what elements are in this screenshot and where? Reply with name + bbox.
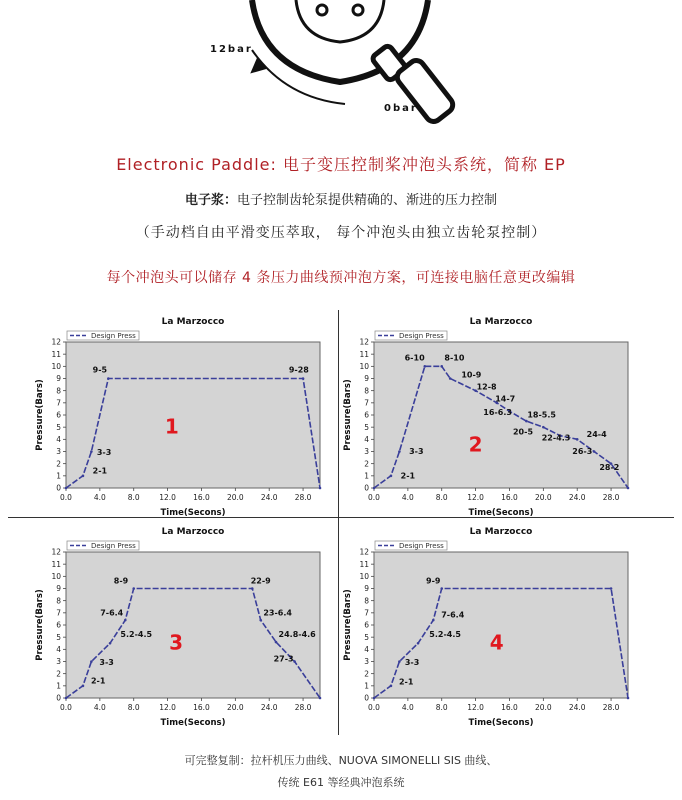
series-point (542, 426, 545, 429)
y-tick-label: 4 (364, 644, 369, 654)
y-axis-label: Pressure(Bars) (35, 379, 45, 451)
series-point (525, 420, 528, 423)
y-axis-label: Pressure(Bars) (35, 589, 45, 661)
chart-number: 4 (489, 630, 504, 655)
point-annotation: 22-4.3 (541, 433, 571, 443)
point-annotation: 9-9 (426, 576, 441, 586)
x-tick-label: 8.0 (127, 493, 140, 502)
x-tick-label: 0.0 (368, 703, 380, 712)
y-tick-label: 9 (56, 374, 61, 384)
legend-entry: Design Press (91, 332, 136, 341)
x-tick-label: 12.0 (159, 493, 176, 502)
x-tick-label: 28.0 (294, 703, 312, 712)
charts-grid (0, 305, 682, 735)
x-tick-label: 12.0 (467, 493, 484, 502)
y-tick-label: 6 (56, 410, 61, 420)
x-tick-label: 20.0 (226, 703, 244, 712)
heading-title: Electronic Paddle: 电子变压控制桨冲泡头系统，简称 EP (116, 155, 566, 174)
y-tick-label: 1 (56, 471, 61, 481)
point-annotation: 5.2-4.5 (120, 630, 153, 640)
y-tick-label: 0 (56, 483, 61, 493)
y-tick-label: 8 (364, 596, 369, 606)
y-axis-label: Pressure(Bars) (343, 589, 353, 661)
x-tick-label: 16.0 (501, 493, 518, 502)
series-point (398, 660, 401, 663)
series-point (251, 587, 254, 590)
y-tick-label: 8 (56, 386, 61, 396)
x-tick-label: 0.0 (60, 493, 72, 502)
label-0bar: 0bar (384, 103, 418, 114)
x-tick-label: 12.0 (159, 703, 176, 712)
x-tick-label: 16.0 (193, 493, 210, 502)
series-point (627, 697, 630, 700)
point-annotation: 18-5.5 (527, 410, 556, 420)
chart-title: La Marzocco (161, 527, 225, 537)
y-tick-label: 12 (51, 547, 61, 557)
series-point (124, 619, 127, 622)
y-tick-label: 10 (51, 361, 61, 371)
point-annotation: 10-9 (461, 370, 482, 380)
point-annotation: 28-2 (599, 462, 620, 472)
y-tick-label: 7 (364, 608, 369, 618)
pressure-chart-3 (30, 520, 330, 730)
y-tick-label: 11 (359, 349, 369, 359)
y-tick-label: 10 (51, 571, 61, 581)
x-tick-label: 20.0 (534, 703, 552, 712)
series-point (449, 377, 452, 380)
y-tick-label: 1 (364, 471, 369, 481)
y-tick-label: 9 (364, 584, 369, 594)
point-annotation: 27-3 (273, 654, 294, 664)
point-annotation: 2-1 (92, 466, 108, 476)
point-annotation: 2-1 (398, 677, 414, 687)
x-tick-label: 20.0 (534, 493, 552, 502)
x-tick-label: 24.0 (260, 493, 278, 502)
chart-title: La Marzocco (469, 527, 533, 537)
chart-number: 1 (164, 414, 179, 439)
x-tick-label: 24.0 (568, 493, 586, 502)
y-tick-label: 5 (364, 422, 369, 432)
series-point (373, 697, 376, 700)
y-tick-label: 6 (56, 620, 61, 630)
point-annotation: 24.8-4.6 (278, 630, 316, 640)
series-point (424, 365, 427, 368)
legend-entry: Design Press (399, 542, 444, 551)
y-axis-label: Pressure(Bars) (343, 379, 353, 451)
y-tick-label: 8 (56, 596, 61, 606)
series-point (302, 377, 305, 380)
series-point (109, 642, 112, 645)
x-tick-label: 16.0 (501, 703, 518, 712)
y-tick-label: 0 (364, 693, 369, 703)
series-point (417, 642, 420, 645)
point-annotation: 2-1 (90, 676, 106, 686)
y-tick-label: 11 (51, 349, 61, 359)
pressure-chart-2 (338, 310, 638, 520)
series-point (440, 587, 443, 590)
x-tick-label: 16.0 (193, 703, 210, 712)
chart-title: La Marzocco (469, 317, 533, 327)
y-tick-label: 7 (364, 398, 369, 408)
point-annotation: 22-9 (250, 576, 271, 586)
y-tick-label: 12 (51, 337, 61, 347)
x-tick-label: 8.0 (435, 703, 448, 712)
y-tick-label: 3 (364, 657, 369, 667)
point-annotation: 3-3 (99, 658, 114, 668)
y-tick-label: 6 (364, 410, 369, 420)
pressure-chart-1 (30, 310, 330, 520)
point-annotation: 8-9 (113, 576, 129, 586)
point-annotation: 9-5 (92, 365, 108, 375)
y-tick-label: 2 (364, 459, 369, 469)
x-axis-label: Time(Secons) (160, 508, 226, 518)
chart-number: 3 (169, 630, 184, 655)
x-tick-label: 28.0 (602, 493, 620, 502)
y-tick-label: 11 (359, 559, 369, 569)
y-tick-label: 12 (359, 547, 369, 557)
heading-subtitle (0, 189, 682, 208)
x-tick-label: 0.0 (368, 493, 380, 502)
y-tick-label: 2 (364, 669, 369, 679)
y-tick-label: 8 (364, 386, 369, 396)
x-tick-label: 4.0 (401, 493, 414, 502)
point-annotation: 3-3 (404, 658, 420, 668)
legend-entry: Design Press (91, 542, 136, 551)
point-annotation: 9-28 (288, 365, 309, 375)
series-point (319, 487, 322, 490)
x-tick-label: 20.0 (226, 493, 244, 502)
y-tick-label: 9 (364, 374, 369, 384)
point-annotation: 24-4 (586, 429, 607, 439)
y-tick-label: 0 (56, 693, 61, 703)
point-annotation: 5.2-4.5 (429, 630, 461, 640)
plot-area (374, 552, 628, 698)
x-axis-label: Time(Secons) (468, 508, 534, 518)
point-annotation: 16-6.3 (483, 408, 512, 417)
x-tick-label: 28.0 (602, 703, 620, 712)
y-tick-label: 5 (56, 422, 61, 432)
point-annotation: 6-10 (404, 353, 425, 363)
series-point (293, 660, 296, 663)
series-point (82, 685, 85, 688)
y-tick-label: 5 (56, 632, 61, 642)
y-tick-label: 3 (56, 447, 61, 457)
y-tick-label: 4 (56, 644, 61, 654)
series-point (65, 487, 68, 490)
point-annotation: 23-6.4 (263, 608, 292, 618)
series-point (593, 450, 596, 453)
series-point (82, 475, 85, 478)
x-tick-label: 12.0 (467, 703, 484, 712)
point-annotation: 8-10 (444, 353, 465, 363)
y-tick-label: 4 (56, 434, 61, 444)
subtitle-bold: 电子浆： (184, 193, 237, 208)
legend-entry: Design Press (399, 332, 444, 341)
y-tick-label: 12 (359, 337, 369, 347)
series-point (610, 587, 613, 590)
y-tick-label: 5 (364, 632, 369, 642)
pressure-chart-4 (338, 520, 638, 730)
series-point (390, 475, 393, 478)
y-tick-label: 10 (359, 361, 369, 371)
series-point (275, 641, 278, 644)
y-tick-label: 7 (56, 398, 61, 408)
y-tick-label: 1 (56, 681, 61, 691)
x-tick-label: 24.0 (568, 703, 586, 712)
x-tick-label: 0.0 (60, 703, 72, 712)
x-tick-label: 8.0 (435, 493, 448, 502)
x-axis-label: Time(Secons) (468, 718, 534, 728)
series-point (576, 438, 579, 441)
chart-number: 2 (468, 432, 483, 457)
x-tick-label: 4.0 (93, 493, 106, 502)
series-point (373, 487, 376, 490)
point-annotation: 3-3 (96, 448, 112, 458)
x-tick-label: 4.0 (401, 703, 414, 712)
subtitle-rest: 电子控制齿轮泵提供精确的、渐进的压力控制 (237, 193, 498, 208)
series-point (132, 587, 135, 590)
footer-line-1: 可完整复制：拉杆机压力曲线、NUOVA SIMONELLI SIS 曲线、 (184, 754, 498, 767)
point-annotation: 12-8 (476, 382, 497, 392)
y-tick-label: 3 (364, 447, 369, 457)
y-tick-label: 7 (56, 608, 61, 618)
series-point (90, 450, 93, 453)
label-12bar: 12bar (210, 44, 253, 55)
point-annotation: 7-6.4 (100, 608, 124, 618)
y-tick-label: 6 (364, 620, 369, 630)
y-tick-label: 4 (364, 434, 369, 444)
heading-red-line: 每个冲泡头可以储存 4 条压力曲线预冲泡方案，可连接电脑任意更改编辑 (106, 270, 576, 286)
series-point (107, 377, 110, 380)
x-tick-label: 8.0 (127, 703, 140, 712)
point-annotation: 26-3 (572, 446, 593, 456)
point-annotation: 14-7 (495, 394, 516, 404)
y-tick-label: 10 (359, 571, 369, 581)
y-tick-label: 2 (56, 459, 61, 469)
y-tick-label: 11 (51, 559, 61, 569)
series-point (390, 685, 393, 688)
point-annotation: 7-6.4 (441, 610, 465, 620)
point-annotation: 2-1 (400, 471, 416, 481)
point-annotation: 3-3 (409, 446, 424, 456)
series-point (627, 487, 630, 490)
x-tick-label: 28.0 (294, 493, 312, 502)
x-tick-label: 4.0 (93, 703, 106, 712)
footer-line-2: 传统 E61 等经典冲泡系统 (277, 776, 405, 789)
y-tick-label: 3 (56, 657, 61, 667)
series-point (319, 697, 322, 700)
y-tick-label: 9 (56, 584, 61, 594)
series-point (398, 450, 401, 453)
series-point (90, 660, 93, 663)
x-axis-label: Time(Secons) (160, 718, 226, 728)
series-point (440, 365, 443, 368)
x-tick-label: 24.0 (260, 703, 278, 712)
series-point (65, 697, 68, 700)
series-point (432, 619, 435, 622)
y-tick-label: 2 (56, 669, 61, 679)
y-tick-label: 0 (364, 483, 369, 493)
point-annotation: 20-5 (512, 427, 534, 437)
heading-paren: （手动档自由平滑变压萃取， 每个冲泡头由独立齿轮泵控制） (135, 225, 547, 241)
pressure-dial-illustration (0, 0, 682, 125)
chart-title: La Marzocco (161, 317, 225, 327)
y-tick-label: 1 (364, 681, 369, 691)
series-point (259, 619, 262, 622)
